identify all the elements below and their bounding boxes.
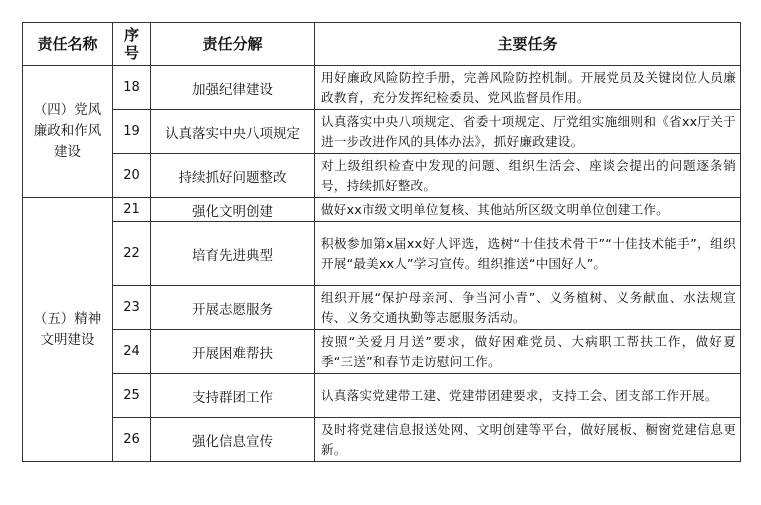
row-task: 积极参加第x届xx好人评选，选树“十佳技术骨干”“十佳技术能手”，组织开展“最美xx人”学习宣传。组织推送“中国好人”。 bbox=[315, 222, 741, 286]
row-number: 25 bbox=[113, 374, 151, 418]
table-row bbox=[23, 374, 741, 418]
row-task: 认真落实中央八项规定、省委十项规定、厅党组实施细则和《省xx厅关于进一步改进作风的具体办法》，抓好廉政建设。 bbox=[315, 110, 741, 154]
row-responsibility: 培育先进典型 bbox=[151, 222, 315, 286]
row-responsibility: 支持群团工作 bbox=[151, 374, 315, 418]
row-number: 20 bbox=[113, 154, 151, 198]
row-number: 18 bbox=[113, 66, 151, 110]
header-number-line1: 序 bbox=[123, 26, 139, 44]
table-row bbox=[23, 110, 741, 154]
row-number: 23 bbox=[113, 286, 151, 330]
header-breakdown: 责任分解 bbox=[151, 23, 315, 66]
category-line: 廉政和作风 bbox=[33, 123, 102, 139]
table-row bbox=[23, 198, 741, 222]
row-responsibility: 持续抓好问题整改 bbox=[151, 154, 315, 198]
row-responsibility: 加强纪律建设 bbox=[151, 66, 315, 110]
header-row bbox=[23, 23, 741, 66]
header-number bbox=[113, 23, 151, 66]
table-row bbox=[23, 330, 741, 374]
responsibility-table bbox=[22, 22, 741, 462]
table-row bbox=[23, 66, 741, 110]
row-responsibility: 认真落实中央八项规定 bbox=[151, 110, 315, 154]
category-line: 文明建设 bbox=[40, 331, 95, 348]
row-responsibility: 强化信息宣传 bbox=[151, 418, 315, 462]
row-task: 认真落实党建带工建、党建带团建要求，支持工会、团支部工作开展。 bbox=[315, 374, 741, 418]
header-main-task: 主要任务 bbox=[315, 23, 741, 66]
category-line: （四）党风 bbox=[33, 102, 102, 118]
table-row bbox=[23, 154, 741, 198]
category-cell-spiritual-civilization bbox=[23, 198, 113, 462]
row-task: 按照“关爱月月送”要求，做好困难党员、大病职工帮扶工作，做好夏季“三送”和春节走访慰问工作。 bbox=[315, 330, 741, 374]
row-number: 19 bbox=[113, 110, 151, 154]
category-line: （五）精神 bbox=[33, 310, 102, 327]
row-responsibility: 开展志愿服务 bbox=[151, 286, 315, 330]
row-task: 做好xx市级文明单位复核、其他站所区级文明单位创建工作。 bbox=[315, 198, 741, 222]
header-number-line2: 号 bbox=[123, 44, 139, 62]
row-task: 对上级组织检查中发现的问题、组织生活会、座谈会提出的问题逐条销号，持续抓好整改。 bbox=[315, 154, 741, 198]
row-number: 21 bbox=[113, 198, 151, 222]
category-cell-party-conduct bbox=[23, 66, 113, 198]
row-task: 及时将党建信息报送处网、文明创建等平台，做好展板、橱窗党建信息更新。 bbox=[315, 418, 741, 462]
table-row bbox=[23, 222, 741, 286]
row-number: 24 bbox=[113, 330, 151, 374]
row-task: 用好廉政风险防控手册，完善风险防控机制。开展党员及关键岗位人员廉政教育，充分发挥纪检委员、党风监督员作用。 bbox=[315, 66, 741, 110]
row-number: 22 bbox=[113, 222, 151, 286]
row-task: 组织开展“保护母亲河、争当河小青”、义务植树、义务献血、水法规宣传、义务交通执勤等志愿服务活动。 bbox=[315, 286, 741, 330]
row-number: 26 bbox=[113, 418, 151, 462]
table-row bbox=[23, 286, 741, 330]
table-row bbox=[23, 418, 741, 462]
row-responsibility: 开展困难帮扶 bbox=[151, 330, 315, 374]
row-responsibility: 强化文明创建 bbox=[151, 198, 315, 222]
header-category: 责任名称 bbox=[23, 23, 113, 66]
category-line: 建设 bbox=[54, 144, 81, 160]
